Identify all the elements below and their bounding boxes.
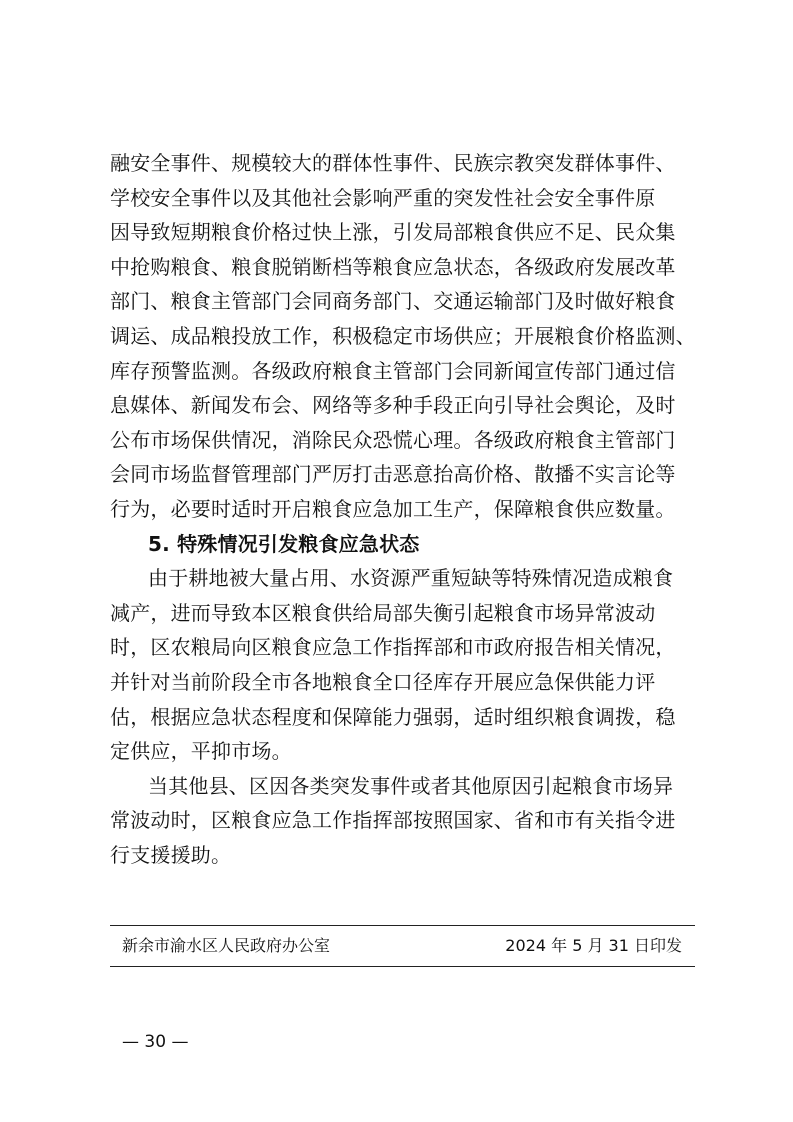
issue-date: 2024 年 5 月 31 日印发 [505,936,682,955]
text-line: 估，根据应急状态程度和保障能力强弱，适时组织粮食调拨，稳 [110,704,676,729]
text-line: 当其他县、区因各类突发事件或者其他原因引起粮食市场异 [148,773,674,798]
text-line: 并针对当前阶段全市各地粮食全口径库存开展应急保供能力评 [110,669,656,694]
text-line: 融安全事件、规模较大的群体性事件、民族宗教突发群体事件、 [110,151,676,175]
footer-bottom-rule [110,966,695,967]
footer-top-rule [110,925,695,926]
text-line: 定供应，平抑市场。 [110,739,292,764]
text-line: 库存预警监测。各级政府粮食主管部门会同新闻宣传部门通过信 [110,358,676,383]
text-line: 行支援援助。 [110,842,232,867]
page-number: — 30 — [122,1032,189,1052]
body-text [110,146,696,872]
text-line: 学校安全事件以及其他社会影响严重的突发性社会安全事件原 [110,185,656,210]
issuer-name: 新余市渝水区人民政府办公室 [122,936,331,955]
text-line: 常波动时，区粮食应急工作指挥部按照国家、省和市有关指令进 [110,808,676,833]
text-line: 时，区农粮局向区粮食应急工作指挥部和市政府报告相关情况， [110,635,676,660]
text-line: 减产，进而导致本区粮食供给局部失衡引起粮食市场异常波动 [110,600,656,625]
text-line: 中抢购粮食、粮食脱销断档等粮食应急状态，各级政府发展改革 [110,254,676,279]
issuance-footer [122,930,682,962]
text-line: 行为，必要时适时开启粮食应急加工生产，保障粮食供应数量。 [110,496,676,521]
text-line: 公布市场保供情况，消除民众恐慌心理。各级政府粮食主管部门 [110,427,676,452]
text-line: 部门、粮食主管部门会同商务部门、交通运输部门及时做好粮食 [110,289,676,314]
section-heading: 5. 特殊情况引发粮食应急状态 [148,531,420,556]
text-line: 由于耕地被大量占用、水资源严重短缺等特殊情况造成粮食 [148,566,674,591]
text-line: 调运、成品粮投放工作，积极稳定市场供应；开展粮食价格监测、 [110,323,696,348]
text-line: 因导致短期粮食价格过快上涨，引发局部粮食供应不足、民众集 [110,220,676,245]
text-line: 会同市场监督管理部门严厉打击恶意抬高价格、散播不实言论等 [110,462,676,487]
text-line: 息媒体、新闻发布会、网络等多种手段正向引导社会舆论，及时 [110,393,676,418]
